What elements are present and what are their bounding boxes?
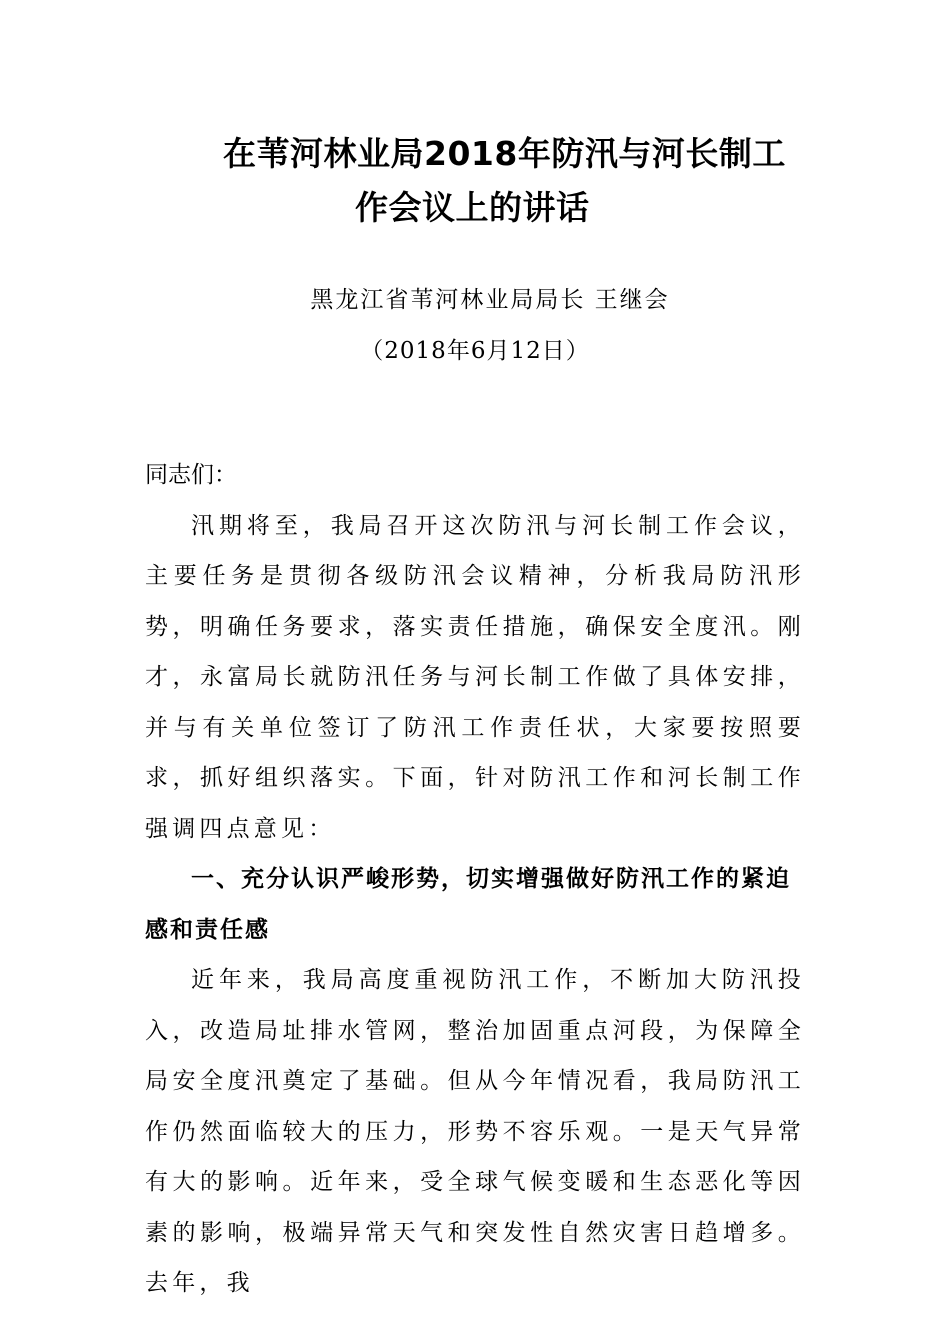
author-line: 黑龙江省苇河林业局局长 王继会 bbox=[310, 287, 670, 313]
opening-paragraph: 汛期将至，我局召开这次防汛与河长制工作会议，主要任务是贯彻各级防汛会议精神，分析我局防汛形势，明确任务要求，落实责任措施，确保安全度汛。刚才，永富局长就防汛任务与河长制工作做了具体安排，并与有关单位签订了防汛工作责任状，大家要按照要求，抓好组织落实。下面，针对防汛工作和河长制工作强调四点意见： bbox=[145, 512, 805, 842]
section-paragraph-1: 近年来，我局高度重视防汛工作，不断加大防汛投入，改造局址排水管网，整治加固重点河段，为保障全局安全度汛奠定了基础。但从今年情况看，我局防汛工作仍然面临较大的压力，形势不容乐观。一是天气异常有大的影响。近年来，受全球气候变暖和生态恶化等因素的影响，极端异常天气和突发性自然灾害日趋增多。去年，我 bbox=[145, 967, 805, 1296]
page-title bbox=[145, 127, 805, 235]
section-heading-1: 一、充分认识严峻形势，切实增强做好防汛工作的紧迫感和责任感 bbox=[145, 866, 791, 943]
title-line-2: 作会议上的讲话 bbox=[355, 188, 590, 227]
salutation: 同志们： bbox=[145, 462, 237, 488]
document-body bbox=[145, 450, 805, 1309]
date-line: （2018年6月12日） bbox=[360, 338, 590, 364]
title-line-1: 在苇河林业局2018年防汛与河长制工 bbox=[223, 134, 786, 173]
